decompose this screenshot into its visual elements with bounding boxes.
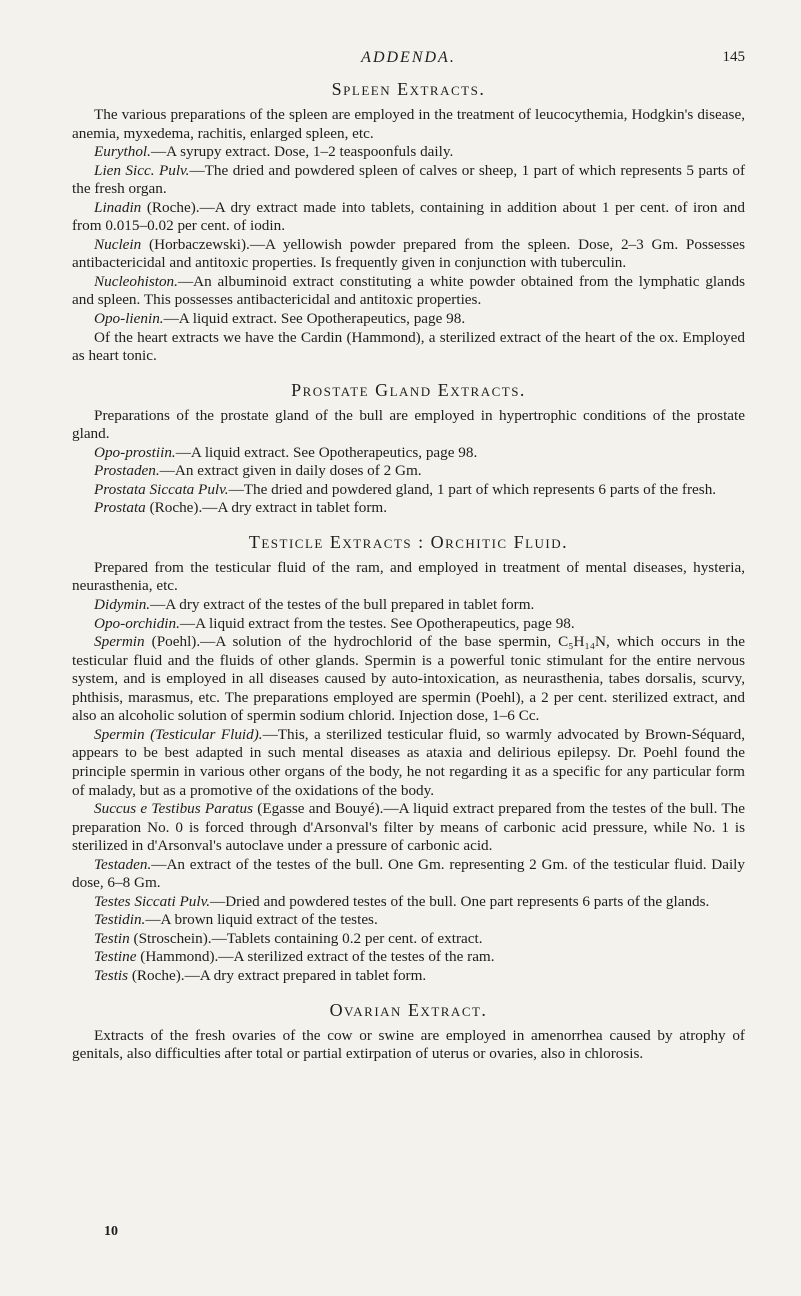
running-title: ADDENDA. (361, 49, 456, 66)
section-heading: Testicle Extracts : Orchitic Fluid. (248, 531, 569, 552)
entry-text: —The dried and powdered spleen of calves or sheep, 1 part of which represents 5 parts of the fresh organ. (72, 161, 746, 198)
entry-term: Opo-orchidin. (94, 614, 180, 632)
paragraph (72, 726, 745, 800)
paragraph (72, 596, 745, 615)
entry-term: Spermin (94, 633, 145, 651)
entry-term: Testes Siccati Pulv. (94, 892, 210, 910)
entry-term: Testaden. (94, 855, 152, 873)
entry-text: (Roche).—A dry extract made into tablets, containing in addition about 1 per cent. of iron and from 0.015–0.02 per cent. of iodin. (72, 198, 745, 235)
entry-text: (Poehl).—A solution of the hydrochlorid of the base spermin, C₅H₁₄N, which occurs in the testicular fluid and the fluids of other glands. Spermin is a powerful tonic stimulant for the entire nervous system, and is employed in all diseases caused by auto-intoxication, as neurasthenia, tabes dorsalis, scurvy, phthisis, marasmus, etc. The preparations employed are spermin (Poehl), a 2 per cent. sterilized extract, and also an alcoholic solution of spermin sodium chlorid. Injection dose, 1–6 Cc. (72, 633, 745, 725)
entry-term: Didymin. (94, 596, 151, 614)
signature-mark: 10 (104, 1224, 118, 1239)
running-head (72, 49, 745, 73)
entry-text: Preparations of the prostate gland of the bull are employed in hypertrophic conditions of the prostate gland. (72, 406, 745, 443)
entry-term: Linadin (94, 198, 142, 216)
entry-text: Extracts of the fresh ovaries of the cow or swine are employed in amenorrhea caused by atrophy of genitals, also difficulties after total or partial extirpation of uterus or ovaries, also in chlorosis. (72, 1026, 745, 1063)
paragraph (72, 329, 745, 366)
entry-term: Prostaden. (94, 462, 160, 480)
paragraph (72, 481, 745, 500)
page-number: 145 (722, 49, 745, 65)
entry-term: Testine (94, 948, 137, 966)
paragraph (72, 911, 745, 930)
entry-text: —A dry extract of the testes of the bull prepared in tablet form. (150, 596, 535, 614)
page-content (72, 78, 745, 1064)
paragraph (72, 236, 745, 273)
entry-term: Testidin. (94, 911, 146, 929)
paragraph (72, 310, 745, 329)
entry-term: Testis (94, 966, 129, 984)
paragraph (72, 407, 745, 444)
paragraph (72, 967, 745, 986)
entry-text: —The dried and powdered gland, 1 part of which represents 6 parts of the fresh. (228, 480, 717, 498)
paragraph (72, 162, 745, 199)
entry-term: Nuclein (94, 235, 142, 253)
entry-text: Prepared from the testicular fluid of the ram, and employed in treatment of mental diseases, hysteria, neurasthenia, etc. (72, 558, 745, 595)
entry-text: —An extract of the testes of the bull. One Gm. representing 2 Gm. of the testicular fluid. Daily dose, 6–8 Gm. (72, 855, 745, 892)
paragraph (72, 444, 745, 463)
entry-term: Prostata (94, 499, 146, 517)
section-heading: Spleen Extracts. (331, 79, 486, 99)
entry-text: Of the heart extracts we have the Cardin (Hammond), a sterilized extract of the heart of the ox. Employed as heart tonic. (72, 328, 745, 365)
entry-text: (Roche).—A dry extract in tablet form. (145, 499, 387, 517)
paragraph (72, 633, 745, 726)
paragraph (72, 856, 745, 893)
paragraph (72, 930, 745, 949)
entry-text: —A brown liquid extract of the testes. (145, 911, 378, 929)
paragraph (72, 273, 745, 310)
entry-text: —Dried and powdered testes of the bull. One part represents 6 parts of the glands. (210, 892, 710, 910)
paragraph (72, 462, 745, 481)
paragraph (72, 199, 745, 236)
entry-text: The various preparations of the spleen are employed in the treatment of leucocythemia, Hodgkin's disease, anemia, myxedema, rachitis, enlarged spleen, etc. (72, 106, 745, 142)
entry-text: (Roche).—A dry extract prepared in tablet form. (128, 966, 427, 984)
paragraph (72, 800, 745, 856)
entry-text: —A liquid extract. See Opotherapeutics, page 98. (175, 443, 478, 461)
entry-text: —This, a sterilized testicular fluid, so warmly advocated by Brown-Séquard, appears to be best adapted in such mental diseases as ataxia and delirious epilepsy. Dr. Poehl found the principle spermin in various other organs of the body, he not regarding it as a specific for any particular form of malady, but as a promotive of the oxidations of the body. (72, 725, 746, 799)
paragraph (72, 948, 745, 967)
entry-text: —An extract given in daily doses of 2 Gm. (159, 462, 422, 480)
paragraph (72, 615, 745, 634)
paragraph (72, 143, 745, 162)
entry-term: Opo-lienin. (94, 310, 164, 328)
entry-term: Prostata Siccata Pulv. (94, 480, 229, 498)
entry-text: (Hammond).—A sterilized extract of the testes of the ram. (136, 948, 495, 966)
section-heading: Ovarian Extract. (329, 999, 488, 1020)
entry-text: —An albuminoid extract constituting a white powder obtained from the lymphatic glands and spleen. This possesses antibactericidal and antitoxic properties. (72, 272, 745, 309)
entry-term: Opo-prostiin. (94, 443, 176, 461)
entry-text: (Egasse and Bouyé).—A liquid extract prepared from the testes of the bull. The preparation No. 0 is forced through d'Arsonval's filter by means of carbonic acid pressure, while No. 1 is sterilized in d'Arsonval's autoclave under a pressure of carbonic acid. (72, 800, 745, 855)
entry-text: (Stroschein).—Tablets containing 0.2 per cent. of extract. (129, 929, 483, 947)
paragraph (72, 893, 745, 912)
entry-text: —A syrupy extract. Dose, 1–2 teaspoonfuls daily. (150, 143, 454, 161)
entry-term: Eurythol. (94, 143, 151, 161)
entry-text: (Horbaczewski).—A yellowish powder prepared from the spleen. Dose, 2–3 Gm. Possesses antibactericidal and antitoxic properties. Is frequently given in conjunction with tuberculin. (72, 235, 745, 272)
entry-term: Testin (94, 929, 130, 947)
entry-text: —A liquid extract. See Opotherapeutics, page 98. (163, 310, 466, 328)
section-heading: Prostate Gland Extracts. (291, 379, 526, 400)
entry-term: Spermin (Testicular Fluid). (94, 725, 263, 743)
entry-term: Lien Sicc. Pulv. (94, 161, 190, 179)
entry-text: —A liquid extract from the testes. See Opotherapeutics, page 98. (179, 614, 575, 632)
paragraph (72, 559, 745, 596)
entry-term: Nucleohiston. (94, 272, 178, 290)
paragraph (72, 1027, 745, 1064)
paragraph (72, 106, 745, 143)
entry-term: Succus e Testibus Paratus (94, 800, 254, 818)
paragraph (72, 499, 745, 518)
